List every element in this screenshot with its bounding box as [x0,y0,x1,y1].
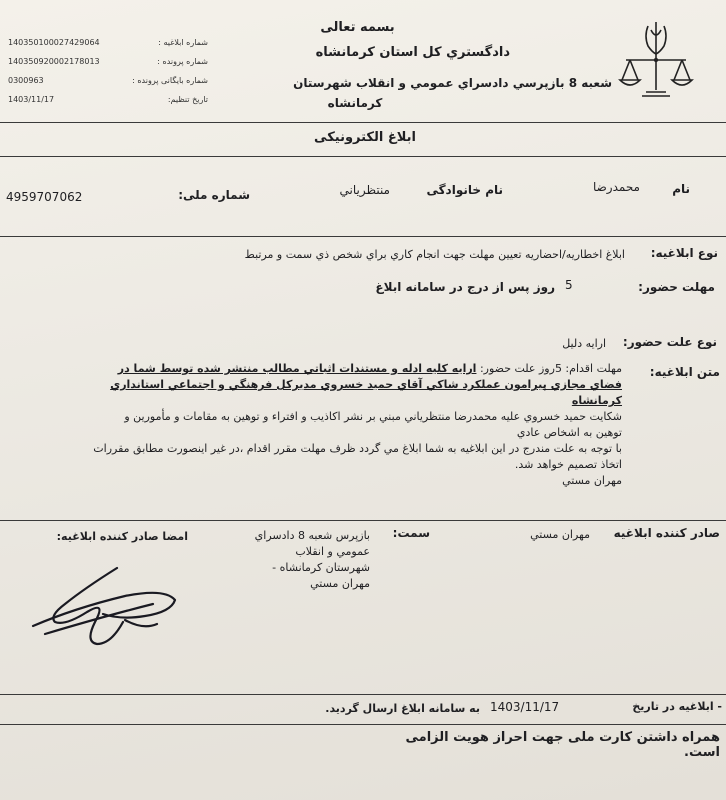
notice-type-label: نوع ابلاغیه: [650,246,718,260]
iran-emblem-scale-icon [618,18,694,104]
signature-label: امضا صادر کننده ابلاغیه: [56,530,188,543]
divider [0,724,726,725]
issuer-name: مهران مستي [530,528,590,541]
meta-row [8,93,208,112]
notice-text-line2: فضاي مجازي پيرامون عملکرد شاکي آقاي حميد خسروي مديرکل فرهنگي و اجتماعي استانداري [110,378,622,391]
branch-line-2: کرمانشاه [327,96,383,110]
archive-number-label: شماره بایگانی پرونده : [132,76,208,85]
bismillah: بسمه تعالی [320,20,395,35]
notice-text-body [8,361,622,489]
archive-number: 0300963 [8,76,44,85]
family-label: نام خانوادگی [426,183,503,197]
deadline-label: مهلت حضور: [638,280,715,294]
national-id-label: شماره ملی: [178,188,250,202]
notice-number: 140350100027429064 [8,38,100,47]
position-line: عمومي و انقلاب [295,545,370,558]
notice-text-label: متن ابلاغیه: [649,365,720,379]
deadline-text: روز پس از درج در سامانه ابلاغ [375,280,555,294]
delivery-date: 1403/11/17 [490,700,560,714]
divider [0,236,726,237]
case-number: 140350920002178013 [8,57,100,66]
notice-text-line [8,361,622,377]
meta-row [8,36,208,55]
divider [0,156,726,157]
delivery-label: - ابلاغیه در تاریخ [632,700,722,713]
position-label: سمت: [392,526,430,540]
national-id-value: 4959707062 [6,190,83,204]
deadline-number: 5 [565,278,573,292]
notice-text-line5: توهين به اشخاص عادي [516,426,622,439]
reason-value: ارايه دليل [562,337,606,350]
court-name: دادگستري کل استان کرمانشاه [315,45,510,60]
issue-date-label: تاریخ تنظیم: [167,95,208,104]
branch-line-1: شعبه 8 بازپرسي دادسراي عمومي و انقلاب شهرستان [293,76,612,90]
divider [0,520,726,521]
reason-label: نوع علت حضور: [622,335,717,349]
divider [0,694,726,695]
notice-text-line1-plain: مهلت اقدام: 5روز علت حضور: [479,362,622,375]
position-line: مهران مستي [310,577,370,590]
meta-row [8,74,208,93]
notice-number-label: شماره ابلاغیه : [158,38,208,47]
footer-note: همراه داشتن کارت ملی جهت احراز هويت الزامی است. [405,730,720,760]
notice-text-line1-bold: ارايه کليه ادله و مستندات اثباتي مطالب منتشر شده توسط شما در [117,362,477,375]
notice-text-line7: اتخاذ تصميم خواهد شد. [514,458,622,471]
name-value: محمدرضا [592,180,640,194]
handwritten-signature [25,560,185,650]
notice-text-line4: شکايت حميد خسروي عليه محمدرضا منتظرياني مبني بر نشر اکاذيب و افتراء و توهين به مقامات و مأمورين و [124,410,622,423]
position-line: بازپرس شعبه 8 دادسراي [254,529,370,542]
delivery-text: به سامانه ابلاغ ارسال گردید. [325,702,480,715]
issuer-label: صادر کننده ابلاغیه [613,526,720,540]
issue-date: 1403/11/17 [8,95,55,104]
meta-row [8,55,208,74]
doc-title: ابلاغ الکترونیکی [314,130,416,145]
family-value: منتظرياني [339,183,390,197]
notice-text-line6: با توجه به علت مندرج در اين ابلاغيه به شما ابلاغ مي گردد ظرف مهلت مقرر اقدام ،در غير اينصورت مطابق مقررات [93,442,622,455]
name-label: نام [672,182,690,196]
case-number-label: شماره پرونده : [157,57,208,66]
divider [0,122,726,123]
notice-type-value: ابلاغ اخطاريه/احضاريه تعيين مهلت جهت انجام کاري براي شخص ذي سمت و مرتبط [244,248,625,261]
position-value [230,528,370,592]
position-line: شهرستان کرمانشاه - [272,561,370,574]
meta-block [8,36,208,112]
notice-text-line3: کرمانشاه [571,394,622,407]
notice-text-line8: مهران مستي [562,474,622,487]
